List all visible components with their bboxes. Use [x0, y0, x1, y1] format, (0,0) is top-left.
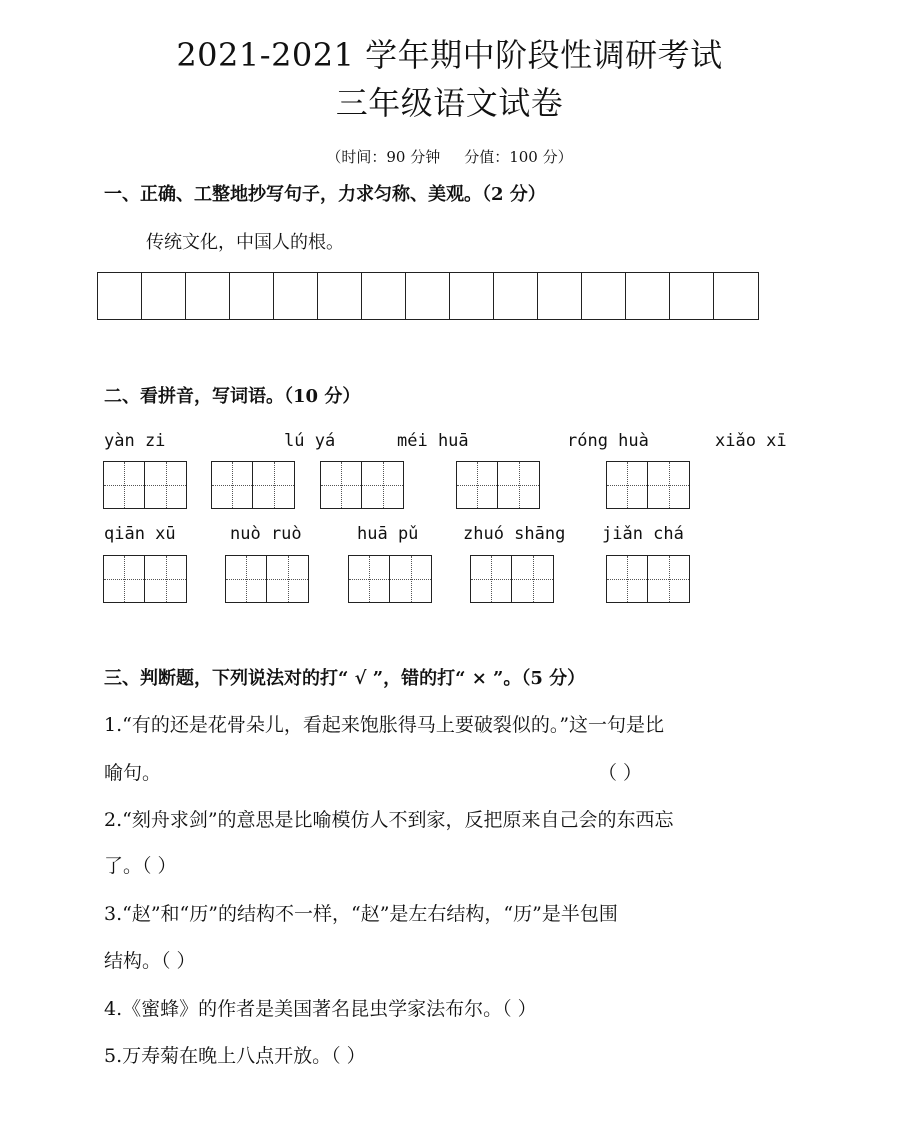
tianzi-cell[interactable]: [145, 556, 186, 602]
tianzi-cell[interactable]: [321, 462, 362, 508]
tianzi-cell[interactable]: [145, 462, 186, 508]
pinyin-label: qiān xū: [104, 524, 176, 544]
exam-time: （时间：90 分钟: [326, 148, 441, 166]
answer-grid[interactable]: [225, 555, 309, 603]
grid-cell[interactable]: [582, 273, 626, 319]
pinyin-label: nuò ruò: [230, 524, 302, 544]
grid-cell[interactable]: [494, 273, 538, 319]
tianzi-cell[interactable]: [212, 462, 253, 508]
section3-heading: 三、判断题，下列说法对的打“ √ ”，错的打“ × ”。（5 分）: [104, 668, 586, 689]
tianzi-cell[interactable]: [457, 462, 498, 508]
grid-cell[interactable]: [142, 273, 186, 319]
pinyin-label: róng huà: [567, 431, 649, 451]
tianzi-cell[interactable]: [512, 556, 553, 602]
question-3-line2: 结构。（ ）: [104, 950, 196, 972]
tianzi-cell[interactable]: [349, 556, 390, 602]
tianzi-cell[interactable]: [104, 556, 145, 602]
grid-cell[interactable]: [450, 273, 494, 319]
tianzi-cell[interactable]: [253, 462, 294, 508]
grid-cell[interactable]: [274, 273, 318, 319]
tianzi-cell[interactable]: [267, 556, 308, 602]
question-2-line2: 了。（ ）: [104, 855, 177, 877]
answer-grid[interactable]: [606, 555, 690, 603]
pinyin-label: yàn zi: [104, 431, 166, 451]
question-1-line2: 喻句。: [104, 762, 162, 784]
tianzi-cell[interactable]: [471, 556, 512, 602]
exam-title: 2021-2021 学年期中阶段性调研考试: [176, 36, 723, 74]
exam-subtitle: 三年级语文试卷: [335, 84, 564, 122]
answer-grid[interactable]: [470, 555, 554, 603]
tianzi-cell[interactable]: [648, 462, 689, 508]
question-4: 4.《蜜蜂》的作者是美国著名昆虫学家法布尔。（ ）: [104, 998, 537, 1020]
pinyin-label: jiǎn chá: [602, 524, 684, 544]
pinyin-label: lú yá: [284, 431, 336, 451]
tianzi-cell[interactable]: [607, 556, 648, 602]
section2-heading: 二、看拼音，写词语。（10 分）: [104, 386, 361, 407]
answer-grid[interactable]: [103, 555, 187, 603]
answer-paren[interactable]: （ ）: [598, 762, 643, 784]
grid-cell[interactable]: [714, 273, 758, 319]
grid-cell[interactable]: [186, 273, 230, 319]
answer-grid[interactable]: [211, 461, 295, 509]
tianzi-cell[interactable]: [104, 462, 145, 508]
tianzi-cell[interactable]: [226, 556, 267, 602]
pinyin-label: méi huā: [397, 431, 469, 451]
question-3-line1: 3.“赵”和“历”的结构不一样，“赵”是左右结构，“历”是半包围: [104, 903, 618, 925]
grid-cell[interactable]: [626, 273, 670, 319]
grid-cell[interactable]: [362, 273, 406, 319]
grid-cell[interactable]: [98, 273, 142, 319]
grid-cell[interactable]: [318, 273, 362, 319]
answer-grid[interactable]: [103, 461, 187, 509]
question-1-line1: 1.“有的还是花骨朵儿，看起来饱胀得马上要破裂似的。”这一句是比: [104, 714, 665, 736]
pinyin-label: xiǎo xī: [715, 431, 787, 451]
tianzi-cell[interactable]: [498, 462, 539, 508]
answer-grid[interactable]: [456, 461, 540, 509]
exam-info: [0, 146, 899, 167]
answer-grid[interactable]: [320, 461, 404, 509]
tianzi-cell[interactable]: [390, 556, 431, 602]
tianzi-cell[interactable]: [648, 556, 689, 602]
exam-score: 分值：100 分）: [464, 148, 573, 166]
grid-cell[interactable]: [538, 273, 582, 319]
answer-grid[interactable]: [348, 555, 432, 603]
copy-sentence: 传统文化，中国人的根。: [146, 232, 344, 253]
copy-writing-grid[interactable]: [97, 272, 759, 320]
pinyin-label: zhuó shāng: [463, 524, 566, 544]
question-2-line1: 2.“刻舟求剑”的意思是比喻模仿人不到家，反把原来自己会的东西忘: [104, 809, 674, 831]
section1-heading: 一、正确、工整地抄写句子，力求匀称、美观。（2 分）: [104, 184, 546, 205]
grid-cell[interactable]: [670, 273, 714, 319]
pinyin-label: huā pǔ: [357, 524, 419, 544]
grid-cell[interactable]: [406, 273, 450, 319]
tianzi-cell[interactable]: [607, 462, 648, 508]
answer-grid[interactable]: [606, 461, 690, 509]
tianzi-cell[interactable]: [362, 462, 403, 508]
grid-cell[interactable]: [230, 273, 274, 319]
question-5: 5.万寿菊在晚上八点开放。（ ）: [104, 1045, 366, 1067]
